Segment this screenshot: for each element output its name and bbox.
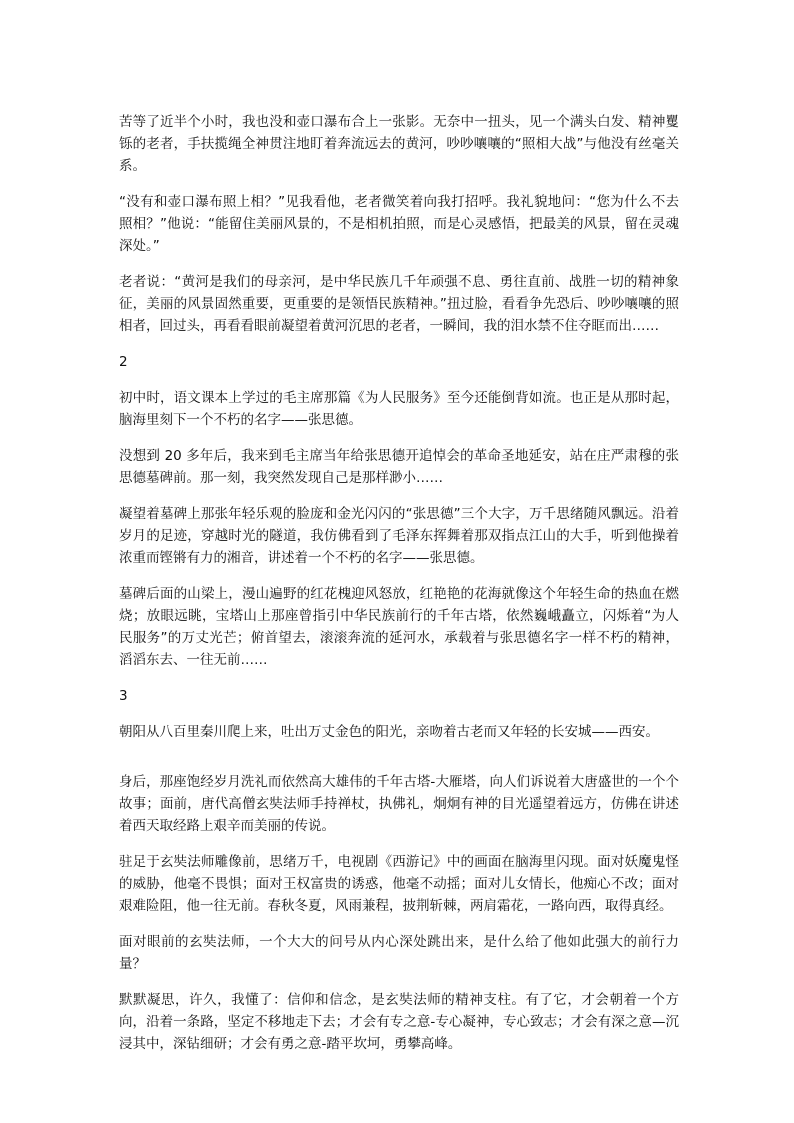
paragraph: “没有和壶口瀑布照上相？”见我看他，老者微笑着向我打招呼。我礼貌地问：“您为什么不去照相？”他说：“能留住美丽风景的，不是相机拍照，而是心灵感悟，把最美的风景，留在灵魂深处。” [119,194,679,254]
section-number: 3 [119,688,128,704]
document-body [119,111,679,1069]
section-number: 2 [119,354,128,370]
paragraph: 驻足于玄奘法师雕像前，思绪万千，电视剧《西游记》中的画面在脑海里闪现。面对妖魔鬼怪的威胁，他毫不畏惧；面对王权富贵的诱惑，他毫不动摇；面对儿女情长，他痴心不改；面对艰难险阻，他一往无前。春秋冬夏，风雨兼程，披荆斩棘，两肩霜花，一路向西，取得真经。 [119,854,679,914]
paragraph: 默默凝思，许久，我懂了：信仰和信念，是玄奘法师的精神支柱。有了它，才会朝着一个方向，沿着一条路，坚定不移地走下去；才会有专之意-专心凝神，专心致志；才会有深之意—沉浸其中，深钻细研；才会有勇之意-踏平坎坷，勇攀高峰。 [119,992,679,1052]
paragraph: 苦等了近半个小时，我也没和壶口瀑布合上一张影。无奈中一扭头，见一个满头白发、精神矍铄的老者，手扶揽绳全神贯注地盯着奔流远去的黄河，吵吵嚷嚷的“照相大战”与他没有丝毫关系。 [119,114,679,174]
paragraph: 面对眼前的玄奘法师，一个大大的问号从内心深处跳出来，是什么给了他如此强大的前行力量？ [119,934,679,972]
paragraph: 老者说：“黄河是我们的母亲河，是中华民族几千年顽强不息、勇往直前、战胜一切的精神象征，美丽的风景固然重要，更重要的是领悟民族精神。”扭过脸，看看争先恐后、吵吵嚷嚷的照相者，回过头，再看看眼前凝望着黄河沉思的老者，一瞬间，我的泪水禁不住夺眶而出…… [119,274,679,334]
paragraph: 初中时，语文课本上学过的毛主席那篇《为人民服务》至今还能倒背如流。也正是从那时起，脑海里刻下一个不朽的名字——张思德。 [119,390,679,428]
paragraph: 墓碑后面的山梁上，漫山遍野的红花槐迎风怒放，红艳艳的花海就像这个年轻生命的热血在燃烧；放眼远眺，宝塔山上那座曾指引中华民族前行的千年古塔，依然巍峨矗立，闪烁着“为人民服务”的万丈光芒；俯首望去，滚滚奔流的延河水，承载着与张思德名字一样不朽的精神，滔滔东去、一往无前…… [119,586,679,668]
paragraph: 凝望着墓碑上那张年轻乐观的脸庞和金光闪闪的“张思德”三个大字，万千思绪随风飘远。沿着岁月的足迹，穿越时光的隧道，我仿佛看到了毛泽东挥舞着那双指点江山的大手，听到他操着浓重而铿锵有力的湘音，讲述着一个不朽的名字——张思德。 [119,506,679,566]
paragraph: 没想到 20 多年后，我来到毛主席当年给张思德开追悼会的革命圣地延安，站在庄严肃穆的张思德墓碑前。那一刻，我突然发现自己是那样渺小…… [119,448,679,486]
paragraph: 身后，那座饱经岁月洗礼而依然高大雄伟的千年古塔-大雁塔，向人们诉说着大唐盛世的一个个故事；面前，唐代高僧玄奘法师手持禅杖，执佛礼，炯炯有神的目光遥望着远方，仿佛在讲述着西天取经路上艰辛而美丽的传说。 [119,774,679,834]
paragraph: 朝阳从八百里秦川爬上来，吐出万丈金色的阳光，亲吻着古老而又年轻的长安城——西安。 [119,724,659,740]
